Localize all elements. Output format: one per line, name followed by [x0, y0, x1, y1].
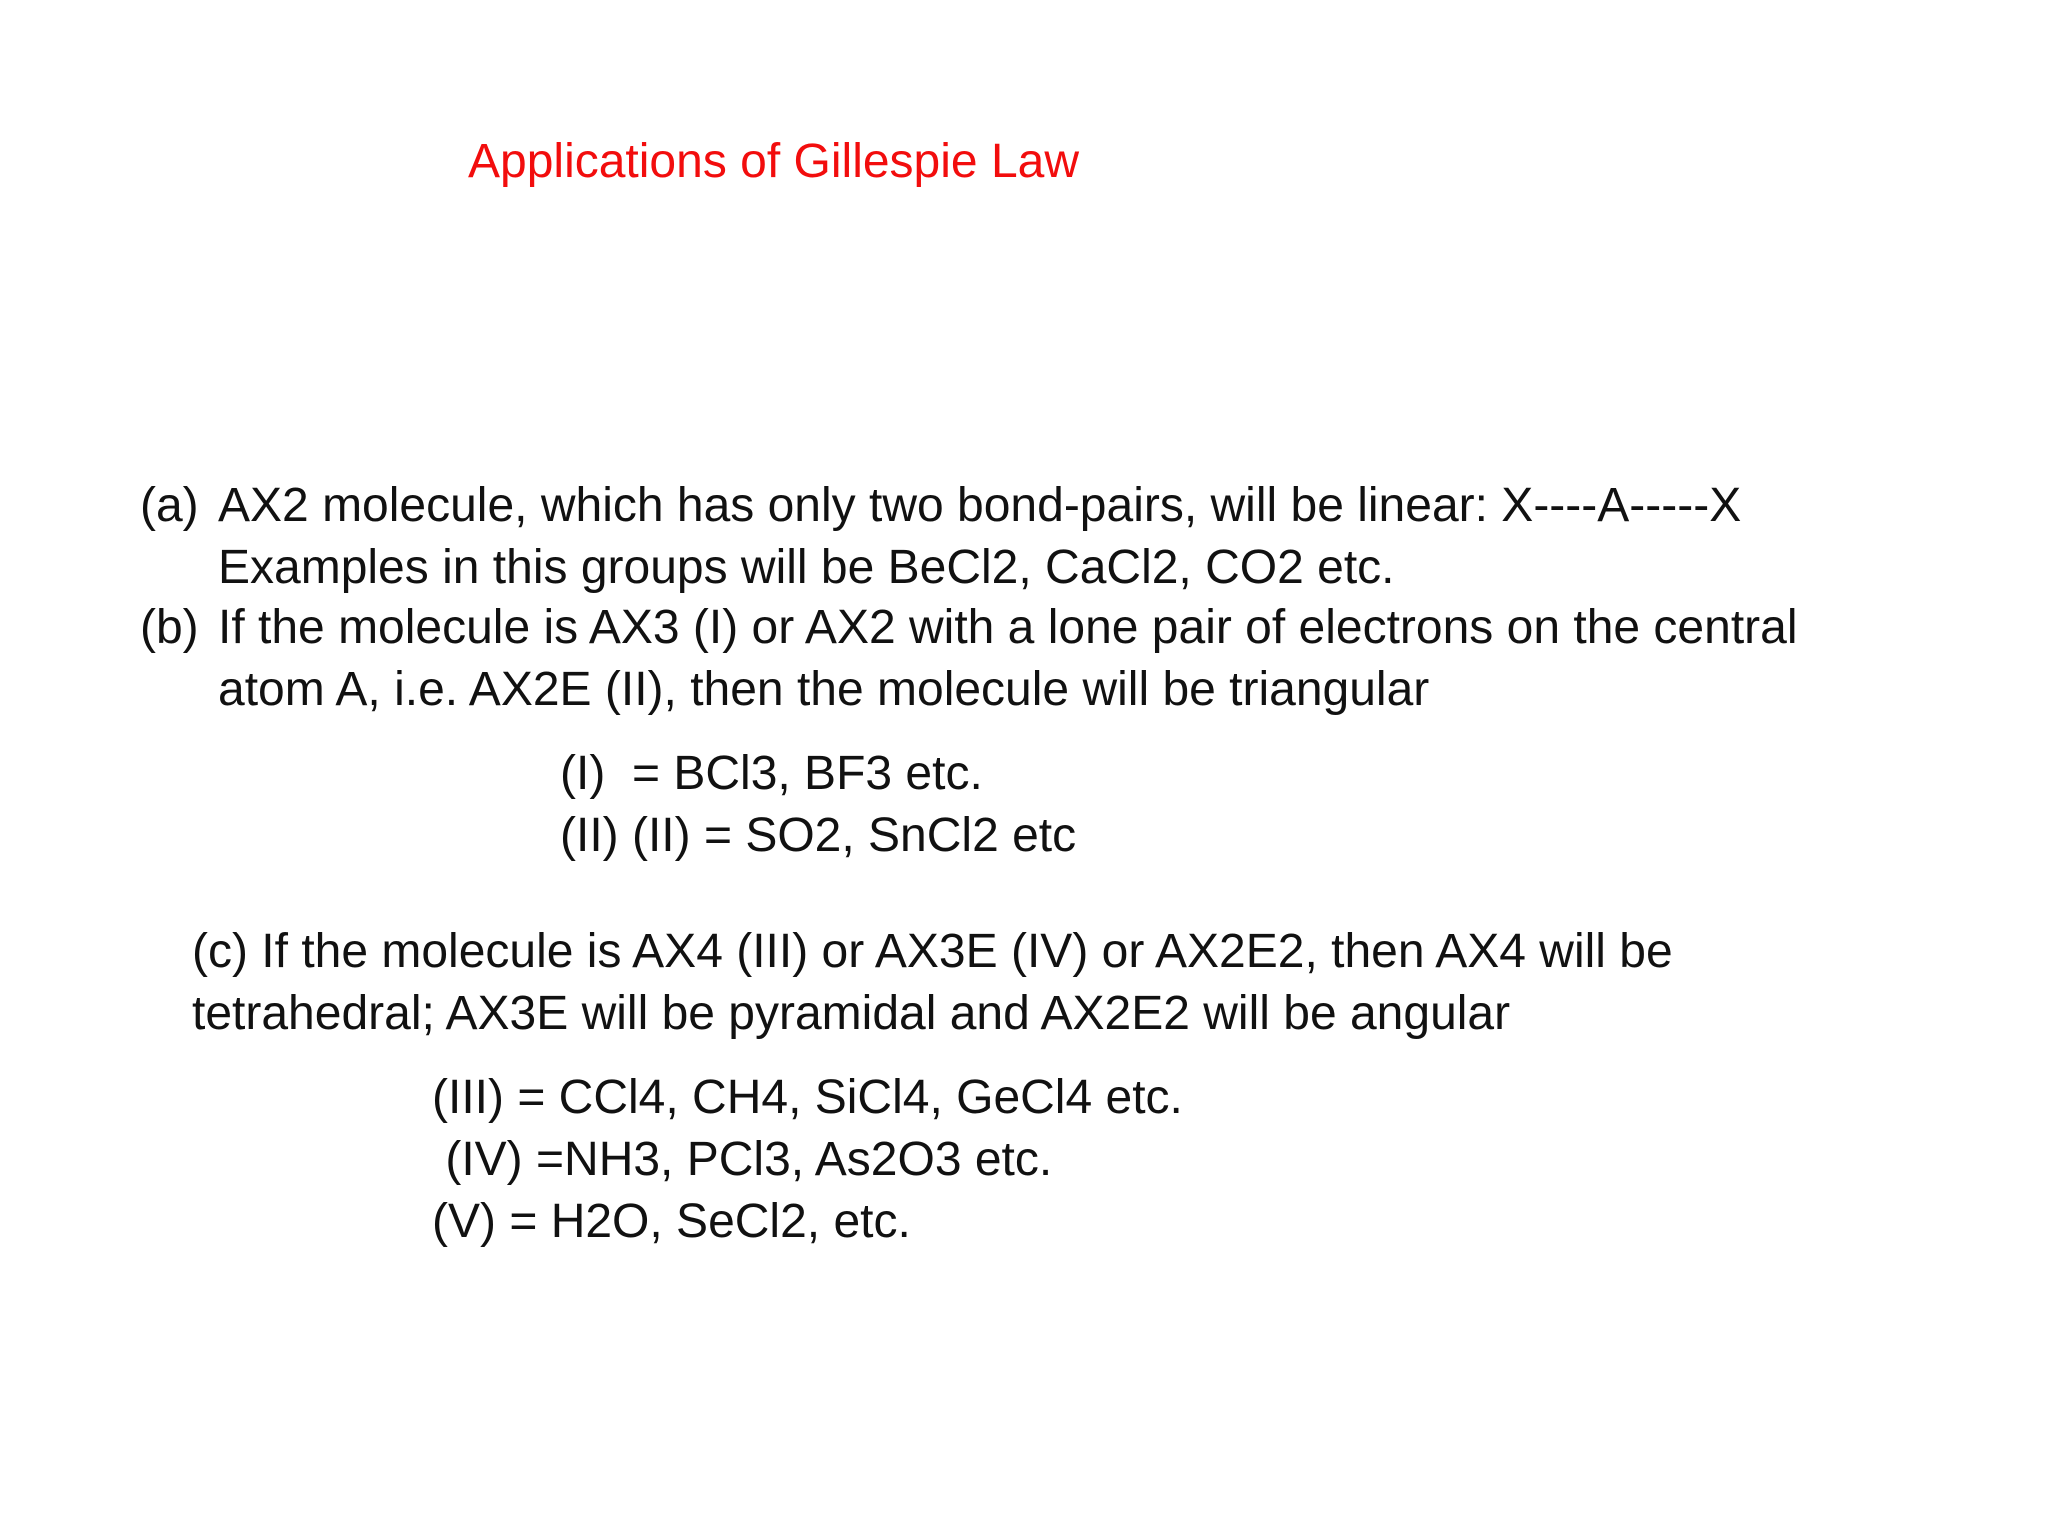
section-b-line-1: If the molecule is AX3 (I) or AX2 with a lone pair of electrons on the central	[218, 601, 1798, 654]
section-c-example-1: (III) = CCl4, CH4, SiCl4, GeCl4 etc.	[432, 1071, 1183, 1124]
section-c-example-2: (IV) =NH3, PCl3, As2O3 etc.	[432, 1133, 1053, 1186]
section-b-example-2: (II) (II) = SO2, SnCl2 etc	[560, 809, 1077, 862]
section-c-line-1: (c) If the molecule is AX4 (III) or AX3E (IV) or AX2E2, then AX4 will be	[192, 925, 1673, 978]
section-c-example-3: (V) = H2O, SeCl2, etc.	[432, 1195, 911, 1248]
section-b-label: (b)	[140, 601, 199, 654]
section-b-line-2: atom A, i.e. AX2E (II), then the molecule will be triangular	[218, 663, 1430, 716]
section-b-example-1: (I) = BCl3, BF3 etc.	[560, 747, 983, 800]
page-title: Applications of Gillespie Law	[468, 135, 1079, 188]
section-c-line-2: tetrahedral; AX3E will be pyramidal and AX2E2 will be angular	[192, 987, 1511, 1040]
section-a-label: (a)	[140, 479, 199, 532]
section-a-line-2: Examples in this groups will be BeCl2, CaCl2, CO2 etc.	[218, 541, 1395, 594]
section-a-line-1: AX2 molecule, which has only two bond-pairs, will be linear: X----A-----X	[218, 479, 1742, 532]
